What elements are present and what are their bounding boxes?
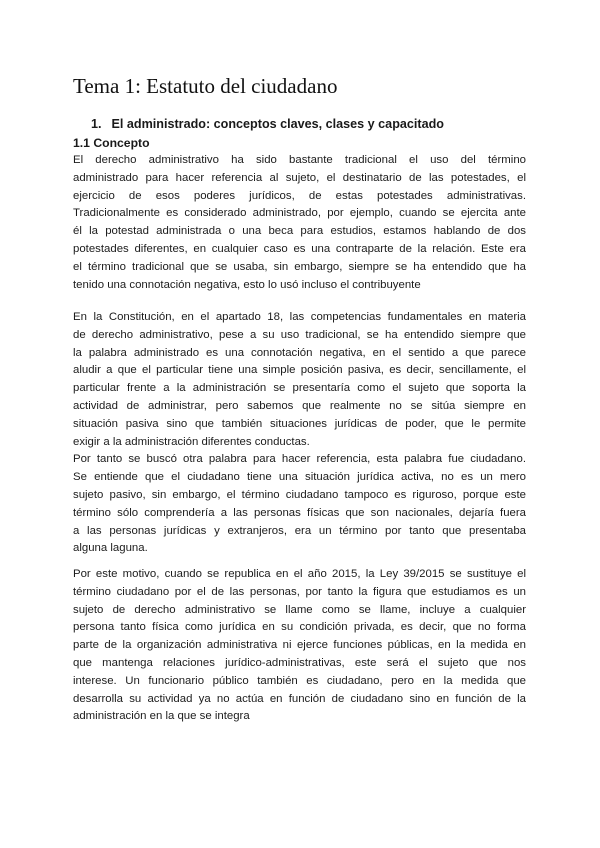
paragraph-line: sujeto pasivo, sin embargo, el término ciudadano tampoco es riguroso, porque este	[73, 488, 526, 501]
paragraph-line: administrado para hacer referencia al sujeto, el destinatario de las potestades, el	[73, 171, 526, 184]
paragraph-line: Tradicionalmente es considerado administrado, por ejemplo, cuando se ejercita ante	[73, 207, 526, 220]
paragraph-line: él la potestad administrada o una beca para estudios, estamos hablando de dos	[73, 225, 526, 238]
paragraph-line: aludir a que el particular tiene una simple posición pasiva, es decir, sencillamente, el	[73, 364, 526, 377]
paragraph-line: que mantenga relaciones jurídico-administrativas, este será el sujeto que nos	[73, 656, 526, 669]
section-number: 1.	[91, 117, 102, 131]
paragraph-line: el término tradicional que se usaba, sin embargo, siempre se ha entendido que ha	[73, 260, 526, 273]
paragraph-line: tenido una connotación negativa, esto lo usó incluso el contribuyente	[73, 278, 421, 291]
paragraph-law-39-2015	[73, 566, 526, 726]
paragraph-line: Se entiende que el ciudadano tiene una situación jurídica activa, no es un mero	[73, 471, 526, 484]
paragraph-line: sujeto de derecho administrativo se llame como se llame, incluye a cualquier	[73, 603, 526, 616]
paragraph-concept-intro	[73, 152, 526, 294]
paragraph-line: persona tanto física como jurídica en su condición privada, es decir, que no forma	[73, 621, 526, 634]
document-title: Tema 1: Estatuto del ciudadano	[73, 74, 338, 98]
paragraph-line: potestades diferentes, en cualquier caso es una contraparte de la relación. Este era	[73, 242, 526, 255]
paragraph-line: interese. Un funcionario público también es ciudadano, pero en la medida que	[73, 674, 526, 687]
subsection-heading: 1.1 Concepto	[73, 136, 150, 150]
paragraph-line: exigir a la administración diferentes conductas.	[73, 435, 310, 448]
paragraph-line: Por tanto se buscó otra palabra para hacer referencia, esta palabra fue ciudadano.	[73, 453, 526, 466]
paragraph-line: actividad de administrar, pero sabemos que realmente no se sitúa siempre en	[73, 399, 526, 412]
paragraph-line: desarrolla su actividad ya no actúa en función de ciudadano sino en función de la	[73, 692, 526, 705]
paragraph-line: parte de la organización administrativa ni ejerce funciones públicas, en la medida en	[73, 639, 526, 652]
paragraph-line: particular frente a la administración se presentaría como el sujeto que soporta la	[73, 382, 526, 395]
paragraph-constitution	[73, 309, 526, 558]
paragraph-line: término ciudadano por el de las personas, por tanto la figura que estudiamos es un	[73, 585, 526, 598]
paragraph-line: En la Constitución, en el apartado 18, las competencias fundamentales en materia	[73, 311, 526, 323]
paragraph-line: término sólo comprendería a las personas físicas que son nacionales, dejaría fuera	[73, 506, 526, 519]
paragraph-line: El derecho administrativo ha sido bastante tradicional el uso del término	[73, 154, 526, 166]
paragraph-line: de derecho administrativo, pese a su uso tradicional, se ha entendido siempre que	[73, 328, 526, 341]
paragraph-line: ejercicio de esos poderes jurídicos, de estas potestades administrativas.	[73, 189, 526, 202]
paragraph-line: Por este motivo, cuando se republica en el año 2015, la Ley 39/2015 se sustituye el	[73, 568, 526, 580]
paragraph-line: situación pasiva sino que también situaciones jurídicas de poder, que le permite	[73, 417, 526, 430]
paragraph-line: alguna laguna.	[73, 542, 148, 555]
paragraph-line: administración en la que se integra	[73, 710, 250, 723]
section-title: El administrado: conceptos claves, clases y capacitado	[111, 117, 444, 131]
section-heading	[91, 116, 444, 133]
paragraph-line: a las personas jurídicas y extranjeros, era un término por tanto que presentaba	[73, 524, 526, 537]
paragraph-line: la palabra administrado es una connotación negativa, en el sentido a que parece	[73, 346, 526, 359]
